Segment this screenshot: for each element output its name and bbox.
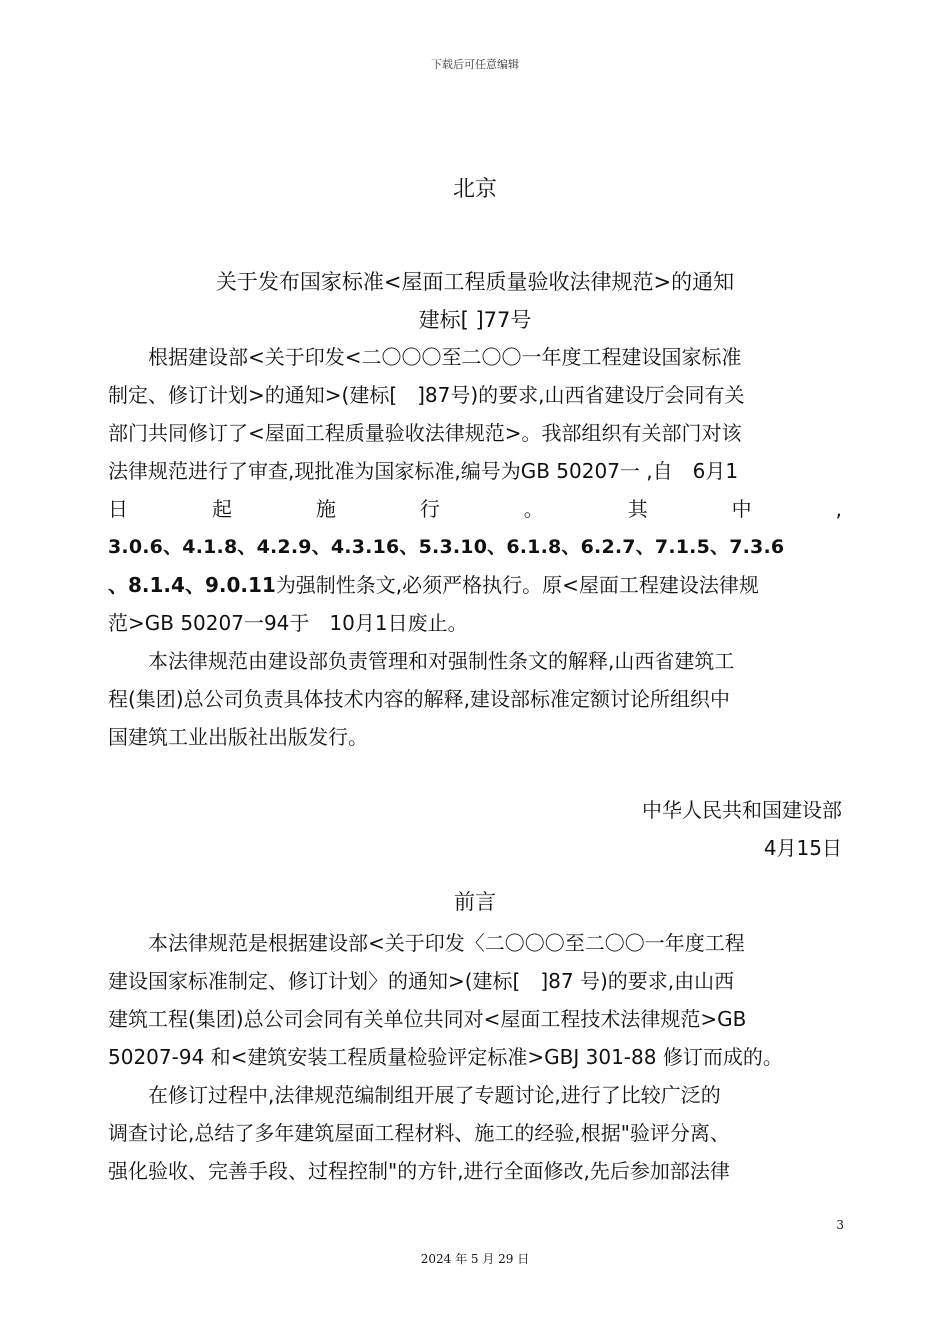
paragraph-line: 50207-94 和<建筑安装工程质量检验评定标准>GBJ 301-88 修订而成的。 [108, 1045, 783, 1069]
paragraph-line: 调查讨论,总结了多年建筑屋面工程材料、施工的经验,根据"验评分离、 [108, 1121, 730, 1145]
city-heading: 北京 [452, 177, 497, 202]
signature-date: 4月15日 [763, 836, 842, 860]
paragraph-line: 程(集团)总公司负责具体技术内容的解释,建设部标准定额讨论所组织中 [108, 687, 730, 711]
page-number: 3 [836, 1218, 844, 1232]
spread-char: 中 [731, 497, 752, 521]
spread-char: 日 [108, 497, 128, 521]
paragraph-line: 建设国家标准制定、修订计划〉的通知>(建标[ ]87 号)的要求,由山西 [108, 969, 735, 993]
preface-heading: 前言 [454, 890, 496, 914]
signature: 中华人民共和国建设部 [642, 798, 842, 822]
paragraph-line: 法律规范进行了审查,现批准为国家标准,编号为GB 50207一 ,自 6月1 [108, 459, 739, 483]
paragraph-line: 在修订过程中,法律规范编制组开展了专题讨论,进行了比较广泛的 [148, 1083, 721, 1107]
paragraph-line: 本法律规范由建设部负责管理和对强制性条文的解释,山西省建筑工 [148, 649, 735, 673]
clause-list-tail: 、8.1.4、9.0.11 [108, 573, 276, 597]
notice-title: 关于发布国家标准<屋面工程质量验收法律规范>的通知 [215, 270, 735, 294]
preface-paragraph-1 [108, 924, 842, 1076]
paragraph-line: 国建筑工业出版社出版发行。 [108, 725, 368, 749]
paragraph-line [108, 566, 842, 604]
spread-char: 起 [211, 497, 232, 521]
paragraph-line: 强化验收、完善手段、过程控制"的方针,进行全面修改,先后参加部法律 [108, 1159, 730, 1183]
paragraph-line: 部门共同修订了<屋面工程质量验收法律规范>。我部组织有关部门对该 [108, 421, 742, 445]
footer-date: 2024 年 5 月 29 日 [420, 1252, 530, 1266]
paragraph-line: 制定、修订计划>的通知>(建标[ ]87号)的要求,山西省建设厅会同有关 [108, 383, 745, 407]
spread-char: 。 [523, 497, 544, 521]
page-header: 下载后可任意编辑 [431, 58, 519, 71]
paragraph-line: 范>GB 50207一94于 10月1日废止。 [108, 611, 468, 635]
spread-char: , [835, 497, 842, 521]
spread-char: 行 [419, 497, 440, 521]
notice-paragraph-2 [108, 642, 842, 756]
paragraph-line-rest: 为强制性条文,必须严格执行。原<屋面工程建设法律规 [275, 573, 759, 597]
document-number: 建标[ ]77号 [418, 308, 532, 332]
paragraph-line: 建筑工程(集团)总公司会同有关单位共同对<屋面工程技术法律规范>GB [108, 1007, 747, 1031]
spread-line [108, 490, 842, 528]
notice-paragraph-1 [108, 338, 842, 642]
clause-list-line: 3.0.6、4.1.8、4.2.9、4.3.16、5.3.10、6.1.8、6.2.7、7.1.5、7.3.6 [108, 536, 785, 558]
preface-paragraph-2 [108, 1076, 842, 1190]
paragraph-line: 本法律规范是根据建设部<关于印发〈二〇〇〇至二〇〇一年度工程 [148, 931, 745, 955]
paragraph-line: 根据建设部<关于印发<二〇〇〇至二〇〇一年度工程建设国家标准 [148, 345, 742, 369]
spread-char: 其 [627, 497, 648, 521]
spread-char: 施 [315, 497, 336, 521]
